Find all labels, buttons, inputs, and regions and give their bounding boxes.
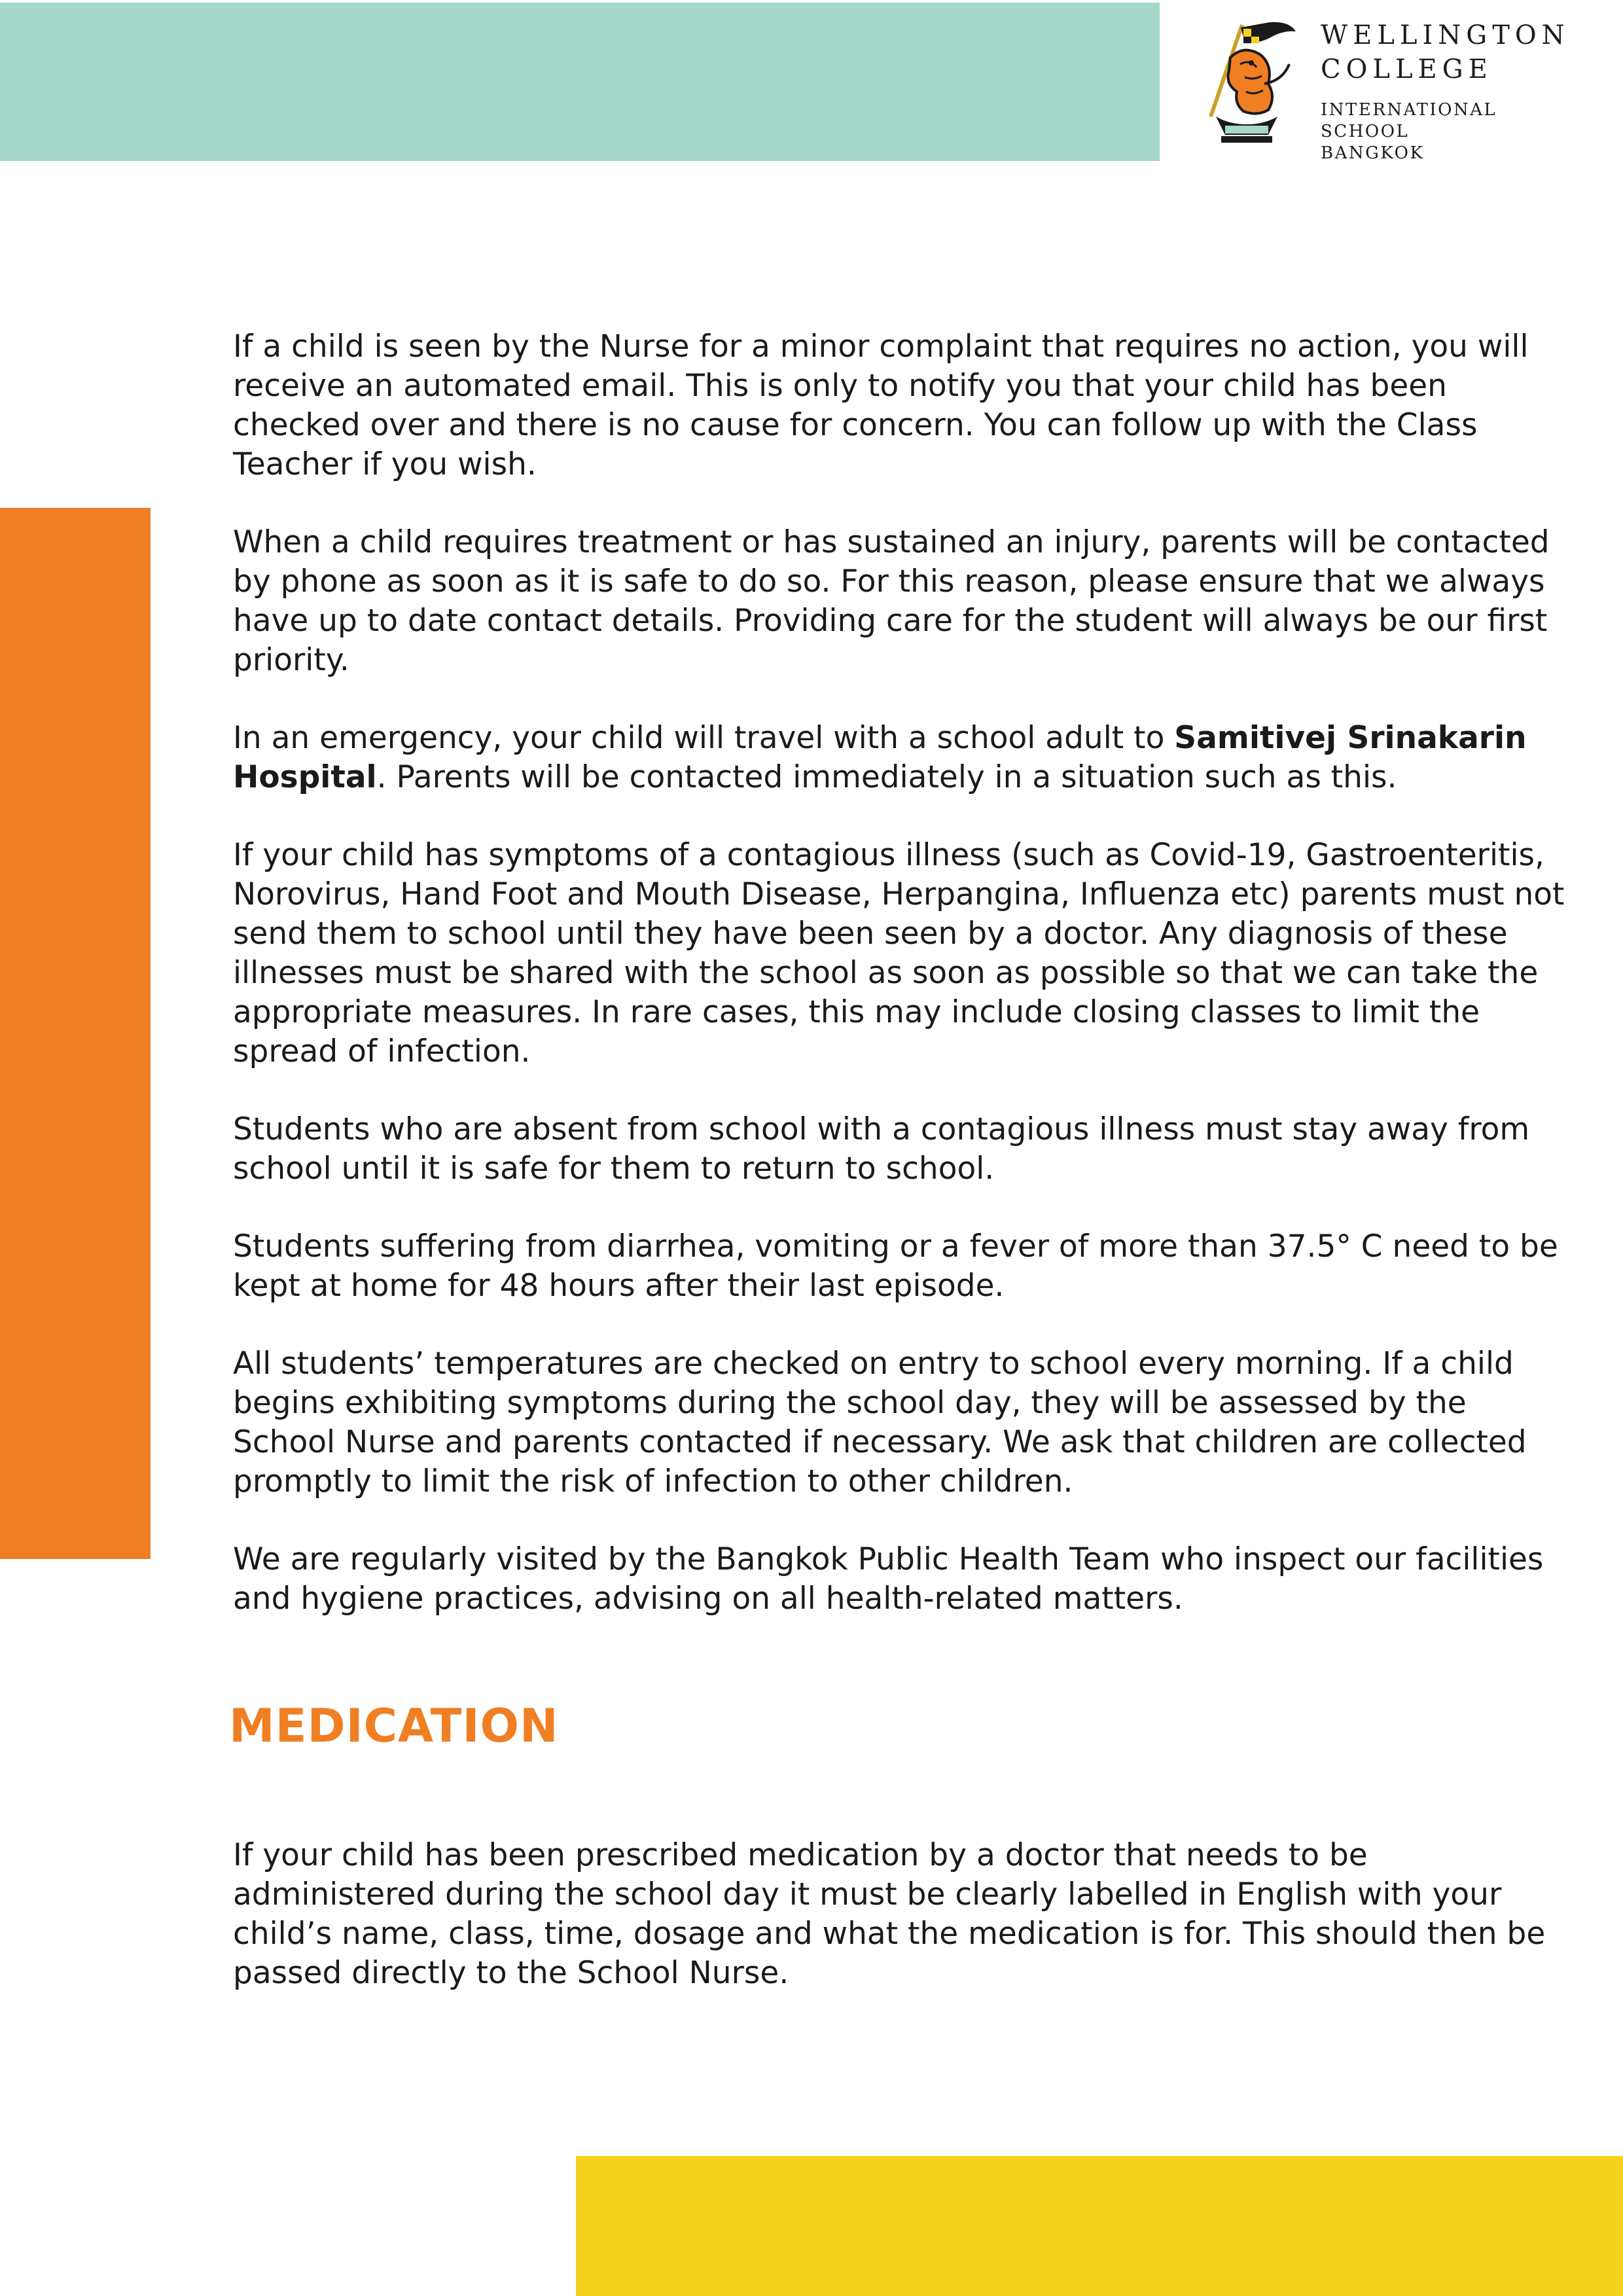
paragraph-injury-contact: When a child requires treatment or has sustained an injury, parents will be contacted by phone as soon as it is safe to do so. For this reason, please ensure that we always have up to date contact details. Providing care for the student will always be our first priority.	[233, 524, 1550, 678]
medication-heading: MEDICATION	[229, 1699, 559, 1753]
logo-subtitle-1: INTERNATIONAL SCHOOL	[1321, 100, 1497, 141]
school-logo	[1191, 18, 1584, 163]
top-mint-band	[0, 3, 1160, 161]
health-policy-body	[233, 327, 1575, 1657]
paragraph-absence: Students who are absent from school with a contagious illness must stay away from school until it is safe for them to return to school.	[233, 1111, 1530, 1187]
paragraph-medication: If your child has been prescribed medication by a doctor that needs to be administered during the school day it must be clearly labelled in English with your child’s name, class, time, dosage and what the medication is for. This should then be passed directly to the School Nurse.	[233, 1837, 1546, 1991]
bottom-yellow-band	[576, 2156, 1623, 2296]
paragraph-fever: Students suffering from diarrhea, vomiting or a fever of more than 37.5° C need to be kept at home for 48 hours after their last episode.	[233, 1229, 1558, 1304]
paragraph-contagious-illness: If your child has symptoms of a contagious illness (such as Covid-19, Gastroenteritis, Norovirus, Hand Foot and Mouth Disease, Herpangina, Influenza etc) parents must not send them to school until they have been seen by a doctor. Any diagnosis of these illnesses must be shared with the school as soon as possible so that we can take the appropriate measures. In rare cases, this may include closing classes to limit the spread of infection.	[233, 837, 1565, 1069]
logo-subtitle-2: BANGKOK	[1321, 143, 1425, 163]
paragraph-nurse-visit: If a child is seen by the Nurse for a minor complaint that requires no action, you will receive an automated email. This is only to notify you that your child has been checked over and there is no cause for concern. You can follow up with the Class Teacher if you wish.	[233, 329, 1529, 482]
wellington-crest-icon	[1191, 18, 1302, 149]
logo-wordmark	[1321, 18, 1582, 164]
left-orange-band	[0, 508, 151, 1559]
paragraph-public-health: We are regularly visited by the Bangkok Public Health Team who inspect our facilities and hygiene practices, advising on all health-related matters.	[233, 1541, 1544, 1617]
hospital-name: Samitivej Srinakarin Hospital	[233, 720, 1527, 795]
emergency-text-after: . Parents will be contacted immediately in a situation such as this.	[376, 759, 1397, 795]
paragraph-emergency	[233, 719, 1575, 797]
logo-line2: COLLEGE	[1321, 54, 1493, 84]
emergency-text-before: In an emergency, your child will travel with a school adult to	[233, 720, 1175, 756]
logo-line1: WELLINGTON	[1321, 20, 1570, 50]
medication-section	[233, 1836, 1575, 2032]
paragraph-temperature-check: All students’ temperatures are checked on entry to school every morning. If a child begins exhibiting symptoms during the school day, they will be assessed by the School Nurse and parents contacted if necessary. We ask that children are collected promptly to limit the risk of infection to other children.	[233, 1346, 1527, 1499]
